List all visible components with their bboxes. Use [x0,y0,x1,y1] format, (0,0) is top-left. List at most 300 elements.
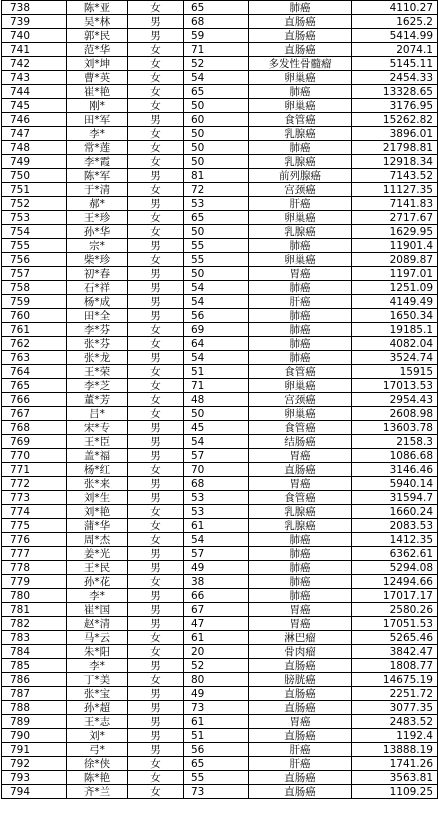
sex-cell: 男 [128,701,184,715]
cost-cell: 1197.01 [352,267,438,281]
table-row [2,757,438,771]
sex-cell: 女 [128,57,184,71]
sex-cell: 女 [128,253,184,267]
patient-name-cell: 陈*军 [67,169,128,183]
age-cell: 51 [184,729,249,743]
sex-cell: 男 [128,295,184,309]
patient-name-cell: 陈*艳 [67,771,128,785]
patient-name-cell: 孙*花 [67,575,128,589]
patient-name-cell: 王*志 [67,715,128,729]
cost-cell: 1192.4 [352,729,438,743]
row-number-cell: 762 [2,337,67,351]
patient-name-cell: 宋*专 [67,421,128,435]
table-row [2,393,438,407]
row-number-cell: 746 [2,113,67,127]
table-row [2,701,438,715]
diagnosis-cell: 食管癌 [249,113,352,127]
diagnosis-cell: 肺癌 [249,561,352,575]
table-row [2,253,438,267]
age-cell: 56 [184,309,249,323]
age-cell: 60 [184,113,249,127]
cost-cell: 5145.11 [352,57,438,71]
diagnosis-cell: 胃癌 [249,603,352,617]
sex-cell: 女 [128,393,184,407]
table-row [2,729,438,743]
age-cell: 65 [184,1,249,15]
sex-cell: 男 [128,169,184,183]
table-row [2,449,438,463]
patient-name-cell: 丁*美 [67,673,128,687]
age-cell: 61 [184,715,249,729]
row-number-cell: 784 [2,645,67,659]
cost-cell: 14675.19 [352,673,438,687]
patient-name-cell: 杨*红 [67,463,128,477]
table-row [2,281,438,295]
age-cell: 50 [184,127,249,141]
sex-cell: 女 [128,757,184,771]
diagnosis-cell: 宫颈癌 [249,393,352,407]
patient-name-cell: 崔*艳 [67,85,128,99]
age-cell: 65 [184,757,249,771]
cost-cell: 5940.14 [352,477,438,491]
table-row [2,57,438,71]
table-row [2,519,438,533]
sex-cell: 女 [128,43,184,57]
patient-cost-table [1,0,438,799]
cost-cell: 17051.53 [352,617,438,631]
sex-cell: 男 [128,197,184,211]
cost-cell: 4110.27 [352,1,438,15]
age-cell: 73 [184,701,249,715]
diagnosis-cell: 直肠癌 [249,43,352,57]
diagnosis-cell: 乳腺癌 [249,225,352,239]
age-cell: 54 [184,295,249,309]
sex-cell: 男 [128,449,184,463]
diagnosis-cell: 胃癌 [249,449,352,463]
cost-cell: 2251.72 [352,687,438,701]
table-row [2,547,438,561]
table-row [2,225,438,239]
cost-cell: 7143.52 [352,169,438,183]
cost-cell: 1251.09 [352,281,438,295]
sex-cell: 男 [128,281,184,295]
sex-cell: 男 [128,589,184,603]
age-cell: 59 [184,29,249,43]
diagnosis-cell: 胃癌 [249,267,352,281]
sex-cell: 女 [128,407,184,421]
age-cell: 70 [184,463,249,477]
patient-name-cell: 张*来 [67,477,128,491]
patient-name-cell: 张*龙 [67,351,128,365]
age-cell: 53 [184,197,249,211]
diagnosis-cell: 卵巢癌 [249,211,352,225]
row-number-cell: 781 [2,603,67,617]
cost-cell: 7141.83 [352,197,438,211]
patient-name-cell: 郭*民 [67,29,128,43]
sex-cell: 男 [128,421,184,435]
diagnosis-cell: 骨肉瘤 [249,645,352,659]
patient-name-cell: 张*芬 [67,337,128,351]
age-cell: 49 [184,687,249,701]
age-cell: 50 [184,225,249,239]
cost-cell: 1808.77 [352,659,438,673]
patient-name-cell: 朱*阳 [67,645,128,659]
row-number-cell: 749 [2,155,67,169]
diagnosis-cell: 肺癌 [249,337,352,351]
table-row [2,351,438,365]
age-cell: 50 [184,99,249,113]
table-row [2,85,438,99]
table-row [2,141,438,155]
age-cell: 54 [184,533,249,547]
cost-cell: 1660.24 [352,505,438,519]
patient-name-cell: 董*芳 [67,393,128,407]
cost-cell: 2580.26 [352,603,438,617]
row-number-cell: 759 [2,295,67,309]
table-row [2,239,438,253]
age-cell: 68 [184,477,249,491]
patient-name-cell: 盖*福 [67,449,128,463]
diagnosis-cell: 直肠癌 [249,463,352,477]
cost-cell: 2608.98 [352,407,438,421]
cost-cell: 2074.1 [352,43,438,57]
diagnosis-cell: 食管癌 [249,491,352,505]
row-number-cell: 758 [2,281,67,295]
patient-name-cell: 曹*英 [67,71,128,85]
diagnosis-cell: 肺癌 [249,575,352,589]
sex-cell: 女 [128,323,184,337]
diagnosis-cell: 肺癌 [249,589,352,603]
age-cell: 53 [184,491,249,505]
patient-name-cell: 李*霞 [67,155,128,169]
diagnosis-cell: 食管癌 [249,365,352,379]
diagnosis-cell: 直肠癌 [249,729,352,743]
patient-name-cell: 张*宝 [67,687,128,701]
patient-name-cell: 姜*光 [67,547,128,561]
sex-cell: 女 [128,771,184,785]
row-number-cell: 770 [2,449,67,463]
table-row [2,379,438,393]
age-cell: 67 [184,603,249,617]
row-number-cell: 760 [2,309,67,323]
table-row [2,365,438,379]
diagnosis-cell: 肝癌 [249,197,352,211]
row-number-cell: 738 [2,1,67,15]
patient-name-cell: 杨*成 [67,295,128,309]
cost-cell: 12494.66 [352,575,438,589]
table-row [2,295,438,309]
patient-name-cell: 徐*侠 [67,757,128,771]
patient-name-cell: 李* [67,127,128,141]
row-number-cell: 789 [2,715,67,729]
patient-name-cell: 宗* [67,239,128,253]
row-number-cell: 779 [2,575,67,589]
age-cell: 52 [184,659,249,673]
row-number-cell: 786 [2,673,67,687]
age-cell: 71 [184,379,249,393]
sex-cell: 女 [128,141,184,155]
patient-name-cell: 王*臣 [67,435,128,449]
row-number-cell: 787 [2,687,67,701]
row-number-cell: 755 [2,239,67,253]
row-number-cell: 765 [2,379,67,393]
sex-cell: 女 [128,533,184,547]
cost-cell: 1412.35 [352,533,438,547]
sex-cell: 男 [128,659,184,673]
age-cell: 47 [184,617,249,631]
table-row [2,589,438,603]
row-number-cell: 776 [2,533,67,547]
table-row [2,337,438,351]
patient-name-cell: 初*春 [67,267,128,281]
table-row [2,771,438,785]
row-number-cell: 791 [2,743,67,757]
age-cell: 51 [184,365,249,379]
row-number-cell: 768 [2,421,67,435]
sex-cell: 女 [128,71,184,85]
patient-name-cell: 刘*坤 [67,57,128,71]
diagnosis-cell: 肺癌 [249,239,352,253]
diagnosis-cell: 多发性骨髓瘤 [249,57,352,71]
diagnosis-cell: 卵巢癌 [249,99,352,113]
row-number-cell: 785 [2,659,67,673]
row-number-cell: 751 [2,183,67,197]
cost-cell: 13888.19 [352,743,438,757]
row-number-cell: 752 [2,197,67,211]
age-cell: 66 [184,589,249,603]
sex-cell: 男 [128,267,184,281]
cost-cell: 1625.2 [352,15,438,29]
age-cell: 54 [184,435,249,449]
row-number-cell: 777 [2,547,67,561]
cost-cell: 1650.34 [352,309,438,323]
patient-name-cell: 李*芝 [67,379,128,393]
patient-name-cell: 刘*生 [67,491,128,505]
age-cell: 50 [184,267,249,281]
sex-cell: 女 [128,631,184,645]
diagnosis-cell: 膀胱癌 [249,673,352,687]
row-number-cell: 740 [2,29,67,43]
table-row [2,435,438,449]
row-number-cell: 745 [2,99,67,113]
age-cell: 54 [184,71,249,85]
patient-name-cell: 齐*兰 [67,785,128,799]
patient-name-cell: 王*荣 [67,365,128,379]
age-cell: 50 [184,407,249,421]
diagnosis-cell: 直肠癌 [249,771,352,785]
cost-cell: 2483.52 [352,715,438,729]
diagnosis-cell: 肺癌 [249,281,352,295]
diagnosis-cell: 乳腺癌 [249,505,352,519]
sex-cell: 女 [128,785,184,799]
age-cell: 57 [184,449,249,463]
age-cell: 68 [184,15,249,29]
patient-name-cell: 王*珍 [67,211,128,225]
age-cell: 55 [184,771,249,785]
patient-name-cell: 孙*华 [67,225,128,239]
cost-cell: 31594.7 [352,491,438,505]
patient-name-cell: 陈*亚 [67,1,128,15]
patient-name-cell: 田*军 [67,113,128,127]
cost-cell: 3077.35 [352,701,438,715]
diagnosis-cell: 乳腺癌 [249,519,352,533]
patient-name-cell: 弓* [67,743,128,757]
patient-name-cell: 孙*超 [67,701,128,715]
table-row [2,715,438,729]
table-row [2,617,438,631]
cost-cell: 1109.25 [352,785,438,799]
diagnosis-cell: 直肠癌 [249,701,352,715]
row-number-cell: 761 [2,323,67,337]
row-number-cell: 774 [2,505,67,519]
age-cell: 72 [184,183,249,197]
cost-cell: 1629.95 [352,225,438,239]
patient-name-cell: 周*杰 [67,533,128,547]
table-row [2,1,438,15]
diagnosis-cell: 肺癌 [249,533,352,547]
cost-cell: 3842.47 [352,645,438,659]
table-row [2,645,438,659]
diagnosis-cell: 肺癌 [249,351,352,365]
age-cell: 71 [184,43,249,57]
table-row [2,673,438,687]
cost-cell: 17017.17 [352,589,438,603]
cost-cell: 4149.49 [352,295,438,309]
age-cell: 50 [184,155,249,169]
patient-name-cell: 李* [67,589,128,603]
cost-cell: 1086.68 [352,449,438,463]
diagnosis-cell: 肺癌 [249,547,352,561]
age-cell: 65 [184,85,249,99]
table-row [2,491,438,505]
row-number-cell: 778 [2,561,67,575]
age-cell: 64 [184,337,249,351]
age-cell: 53 [184,505,249,519]
patient-name-cell: 崔*国 [67,603,128,617]
patient-name-cell: 李* [67,659,128,673]
diagnosis-cell: 直肠癌 [249,785,352,799]
diagnosis-cell: 肺癌 [249,85,352,99]
row-number-cell: 754 [2,225,67,239]
diagnosis-cell: 肺癌 [249,323,352,337]
sex-cell: 男 [128,561,184,575]
row-number-cell: 753 [2,211,67,225]
row-number-cell: 764 [2,365,67,379]
table-row [2,533,438,547]
table-row [2,407,438,421]
cost-cell: 5414.99 [352,29,438,43]
age-cell: 50 [184,141,249,155]
sex-cell: 男 [128,239,184,253]
sex-cell: 男 [128,15,184,29]
sex-cell: 女 [128,211,184,225]
age-cell: 48 [184,393,249,407]
diagnosis-cell: 前列腺癌 [249,169,352,183]
patient-name-cell: 石*祥 [67,281,128,295]
age-cell: 81 [184,169,249,183]
diagnosis-cell: 肺癌 [249,309,352,323]
row-number-cell: 742 [2,57,67,71]
sex-cell: 女 [128,183,184,197]
diagnosis-cell: 肝癌 [249,757,352,771]
patient-name-cell: 蒲*华 [67,519,128,533]
diagnosis-cell: 胃癌 [249,617,352,631]
diagnosis-cell: 卵巢癌 [249,71,352,85]
diagnosis-cell: 食管癌 [249,421,352,435]
row-number-cell: 790 [2,729,67,743]
table-row [2,71,438,85]
cost-cell: 2089.87 [352,253,438,267]
row-number-cell: 782 [2,617,67,631]
sex-cell: 女 [128,575,184,589]
table-row [2,785,438,799]
cost-cell: 13328.65 [352,85,438,99]
table-row [2,463,438,477]
diagnosis-cell: 宫颈癌 [249,183,352,197]
row-number-cell: 748 [2,141,67,155]
sex-cell: 女 [128,379,184,393]
diagnosis-cell: 肝癌 [249,743,352,757]
cost-cell: 3146.46 [352,463,438,477]
patient-name-cell: 刘*艳 [67,505,128,519]
age-cell: 38 [184,575,249,589]
table-row [2,631,438,645]
row-number-cell: 747 [2,127,67,141]
patient-name-cell: 郝* [67,197,128,211]
table-row [2,127,438,141]
diagnosis-cell: 乳腺癌 [249,127,352,141]
age-cell: 80 [184,673,249,687]
sex-cell: 女 [128,127,184,141]
sex-cell: 女 [128,645,184,659]
cost-cell: 4082.04 [352,337,438,351]
sex-cell: 男 [128,29,184,43]
cost-cell: 21798.81 [352,141,438,155]
table-body [2,1,438,799]
age-cell: 54 [184,281,249,295]
sex-cell: 男 [128,729,184,743]
table-row [2,169,438,183]
cost-cell: 17013.53 [352,379,438,393]
diagnosis-cell: 直肠癌 [249,15,352,29]
cost-cell: 1741.26 [352,757,438,771]
table-row [2,43,438,57]
age-cell: 57 [184,547,249,561]
cost-cell: 11901.4 [352,239,438,253]
cost-cell: 2158.3 [352,435,438,449]
patient-name-cell: 吕* [67,407,128,421]
row-number-cell: 788 [2,701,67,715]
table-row [2,197,438,211]
age-cell: 69 [184,323,249,337]
cost-cell: 3524.74 [352,351,438,365]
row-number-cell: 757 [2,267,67,281]
patient-name-cell: 吴*林 [67,15,128,29]
cost-cell: 2083.53 [352,519,438,533]
table-row [2,211,438,225]
patient-name-cell: 李*芬 [67,323,128,337]
cost-cell: 15915 [352,365,438,379]
cost-cell: 13603.78 [352,421,438,435]
patient-name-cell: 于*清 [67,183,128,197]
diagnosis-cell: 直肠癌 [249,659,352,673]
sex-cell: 女 [128,519,184,533]
sex-cell: 男 [128,491,184,505]
sex-cell: 女 [128,99,184,113]
sex-cell: 男 [128,113,184,127]
age-cell: 65 [184,211,249,225]
table-row [2,659,438,673]
